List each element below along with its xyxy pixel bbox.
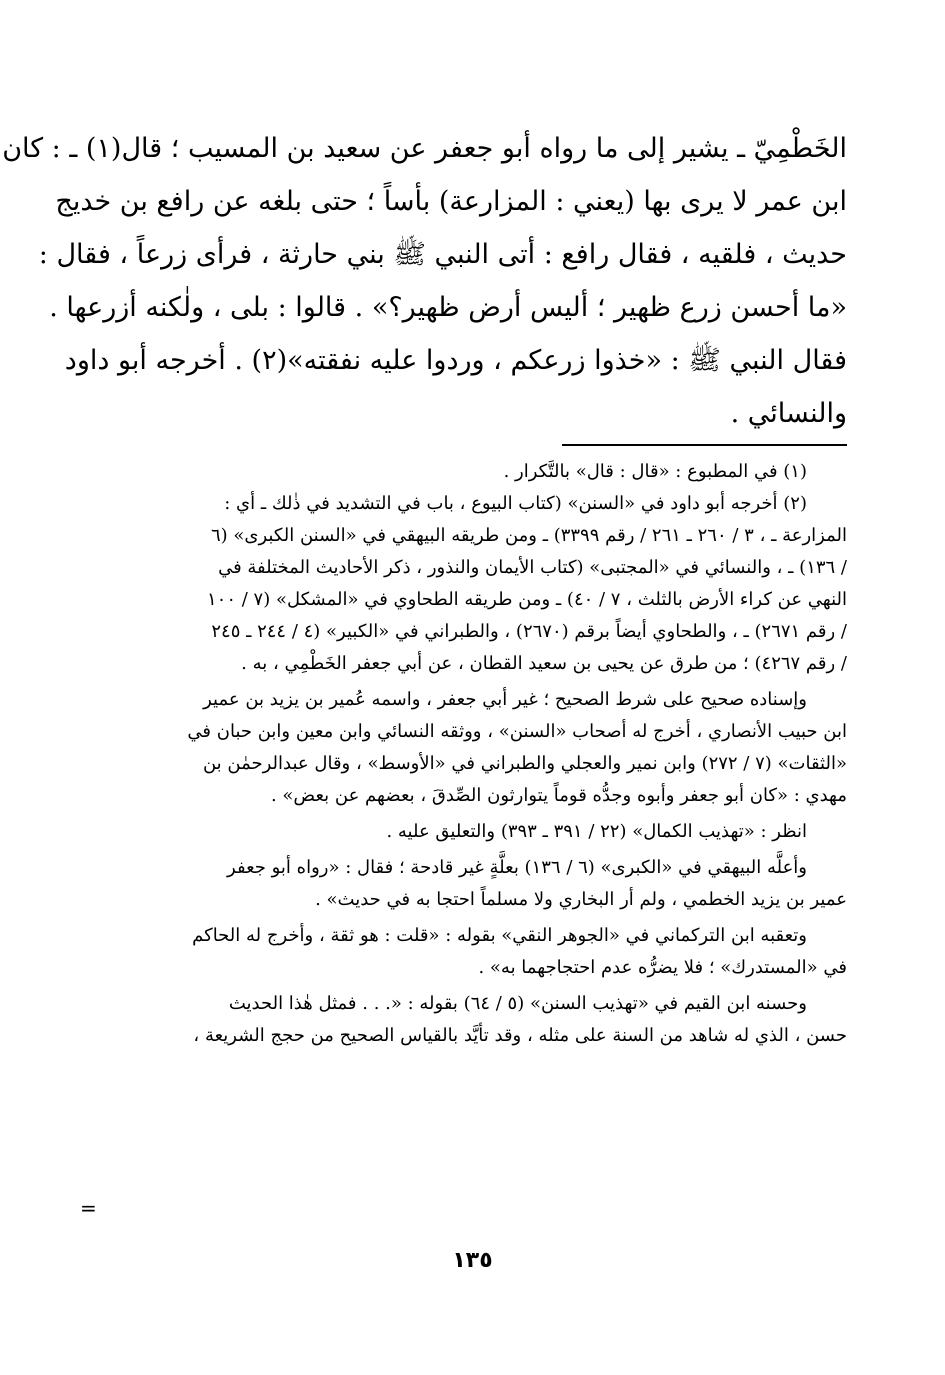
footnote-line: عمير بن يزيد الخطمي ، ولم أر البخاري ولا مسلماً احتجا به في حديث» . — [315, 889, 847, 910]
footnote-2 — [117, 488, 847, 680]
footnote-line: انظر : «تهذيب الكمال» (٢٢ / ٣٩١ ـ ٣٩٣) والتعليق عليه . — [386, 821, 807, 842]
main-text-line: فقال النبي ﷺ : «خذوا زرعكم ، وردوا عليه نفقته»(٢) . أخرجه أبو داود — [64, 345, 847, 376]
footnotes-block — [117, 456, 847, 1052]
main-text-line: والنسائي . — [730, 398, 847, 429]
footnote-reference-paragraph — [117, 816, 847, 848]
footnote-line: وأعلَّه البيهقي في «الكبرى» (٦ / ١٣٦) بعلَّةٍ غير قادحة ؛ فقال : «رواه أبو جعفر — [227, 857, 807, 878]
page-number: ١٣٥ — [452, 1248, 493, 1273]
footnote-line: «الثقات» (٧ / ٢٧٢) وابن نمير والعجلي والطبراني في «الأوسط» ، وقال عبدالرحمٰن بن — [202, 753, 847, 774]
footnote-line: / رقم ٤٢٦٧) ؛ من طرق عن يحيى بن سعيد القطان ، عن أبي جعفر الخَطْمِي ، به . — [241, 653, 847, 674]
footnote-line: (٢) أخرجه أبو داود في «السنن» (كتاب البيوع ، باب في التشديد في ذٰلك ـ أي : — [224, 493, 807, 514]
main-text-line: حديث ، فلقيه ، فقال رافع : أتى النبي ﷺ بني حارثة ، فرأى زرعاً ، فقال : — [38, 239, 847, 270]
main-text-line: الخَطْمِيّ ـ يشير إلى ما رواه أبو جعفر عن سعيد بن المسيب ؛ قال(١) ـ : كان — [2, 133, 847, 164]
main-text-line: ابن عمر لا يرى بها (يعني : المزارعة) بأساً ؛ حتى بلغه عن رافع بن خديج — [55, 186, 847, 217]
footnote-line: وحسنه ابن القيم في «تهذيب السنن» (٥ / ٦٤) بقوله : «. . . فمثل هٰذا الحديث — [228, 993, 807, 1014]
footnote-line: / ١٣٦) ـ ، والنسائي في «المجتبى» (كتاب الأيمان والنذور ، ذكر الأحاديث المختلفة في — [218, 557, 847, 578]
footnote-line: في «المستدرك» ؛ فلا يضرُّه عدم احتجاجهما به» . — [478, 957, 847, 978]
footnote-line: المزارعة ـ ، ٣ / ٢٦٠ ـ ٢٦١ / رقم ٣٣٩٩) ـ ومن طريقه البيهقي في «السنن الكبرى» (٦ — [210, 525, 847, 546]
footnote-ibn-qayyim-paragraph — [117, 988, 847, 1052]
main-text-block — [2, 122, 847, 440]
footnote-line: النهي عن كراء الأرض بالثلث ، ٧ / ٤٠) ـ ومن طريقه الطحاوي في «المشكل» (٧ / ١٠٠ — [207, 589, 847, 610]
footnote-line: ابن حبيب الأنصاري ، أخرج له أصحاب «السنن» ، ووثقه النسائي وابن معين وابن حبان في — [187, 721, 847, 742]
footnote-line: (١) في المطبوع : «قال : قال» بالتَّكرار . — [503, 461, 807, 482]
footnote-isnad-paragraph — [117, 684, 847, 812]
footnote-turkmani-paragraph — [117, 920, 847, 984]
footnote-line: مهدي : «كان أبو جعفر وأبوه وجدُّه قوماً يتوارثون الصِّدقَ ، بعضهم عن بعض» . — [270, 785, 847, 806]
footnote-line: وتعقبه ابن التركماني في «الجوهر النقي» بقوله : «قلت : هو ثقة ، وأخرج له الحاكم — [192, 925, 807, 946]
main-text-line: «ما أحسن زرع ظهير ؛ أليس أرض ظهير؟» . قالوا : بلى ، ولٰكنه أزرعها . — [49, 292, 847, 323]
footnote-line: حسن ، الذي له شاهد من السنة على مثله ، وقد تأيَّد بالقياس الصحيح من حجج الشريعة ، — [193, 1025, 847, 1046]
continuation-mark: = — [80, 1196, 97, 1220]
footnote-line: / رقم ٢٦٧١) ـ ، والطحاوي أيضاً برقم (٢٦٧٠) ، والطبراني في «الكبير» (٤ / ٢٤٤ ـ ٢٤٥ — [211, 621, 847, 642]
footnote-1 — [117, 456, 847, 488]
footnote-line: وإسناده صحيح على شرط الصحيح ؛ غير أبي جعفر ، واسمه عُمير بن يزيد بن عمير — [203, 689, 807, 710]
footnote-bayhaqi-paragraph — [117, 852, 847, 916]
footnote-separator — [562, 444, 847, 446]
